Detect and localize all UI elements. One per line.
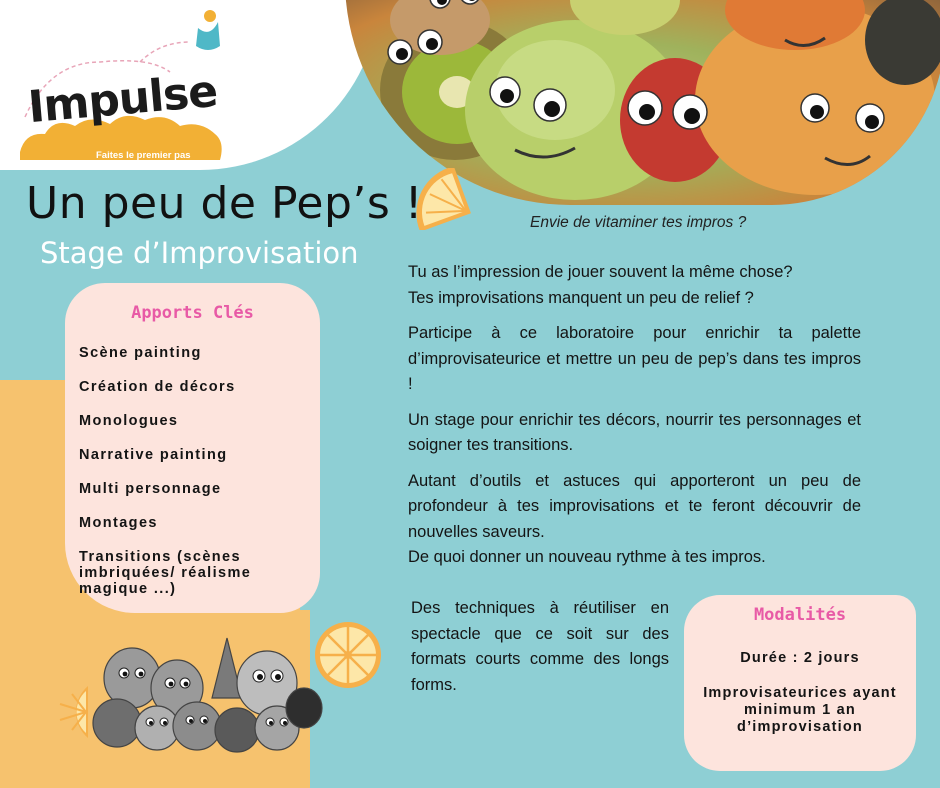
paragraph-stage: Un stage pour enrichir tes décors, nourrir tes personnages et soigner tes transitions. [408, 410, 861, 454]
page-subtitle: Stage d’Improvisation [40, 236, 359, 270]
intro-line-2: Tes improvisations manquent un peu de relief ? [408, 288, 754, 307]
description [408, 260, 861, 581]
logo-tagline: Faites le premier pas [96, 150, 191, 161]
list-item: Narrative painting [79, 447, 228, 463]
logo-wordmark: Impulse [26, 65, 220, 134]
requirement-text: Improvisateurices ayant minimum 1 an d’improvisation [703, 685, 897, 735]
paragraph-laboratoire: Participe à ce laboratoire pour enrichir ta palette d’improvisateurice et mettre un peu de pep’s dans tes impros ! [408, 324, 861, 393]
intro-line-1: Tu as l’impression de jouer souvent la même chose? [408, 263, 793, 281]
paragraph-techniques: Des techniques à réutiliser en spectacle que ce soit sur des formats courts comme des longs forms. [411, 599, 669, 694]
modalites-card [684, 595, 916, 771]
lemon-slice-small-icon [48, 682, 98, 742]
modalites-title: Modalités [753, 605, 847, 625]
tagline: Envie de vitaminer tes impros ? [530, 214, 747, 231]
page-title: Un peu de Pep’s ! [26, 178, 423, 229]
apports-cles-title: Apports Clés [131, 303, 254, 323]
duration-text: Durée : 2 jours [740, 650, 860, 666]
list-item: Transitions (scènes imbriquées/ réalisme magique ...) [79, 549, 252, 597]
list-item: Multi personnage [79, 481, 222, 497]
paragraph-rythme: De quoi donner un nouveau rythme à tes impros. [408, 548, 766, 566]
apports-cles-card [65, 283, 320, 613]
list-item: Monologues [79, 413, 179, 429]
apports-cles-list [79, 345, 314, 615]
list-item: Montages [79, 515, 158, 531]
list-item: Scène painting [79, 345, 202, 361]
fruit-characters-illustration [92, 618, 324, 758]
paragraph-outils: Autant d’outils et astuces qui apporteront un peu de profondeur à tes improvisations et te feront découvrir de nouvelles saveurs. [408, 471, 861, 541]
list-item: Création de décors [79, 379, 236, 395]
intro-paragraph [408, 260, 861, 311]
